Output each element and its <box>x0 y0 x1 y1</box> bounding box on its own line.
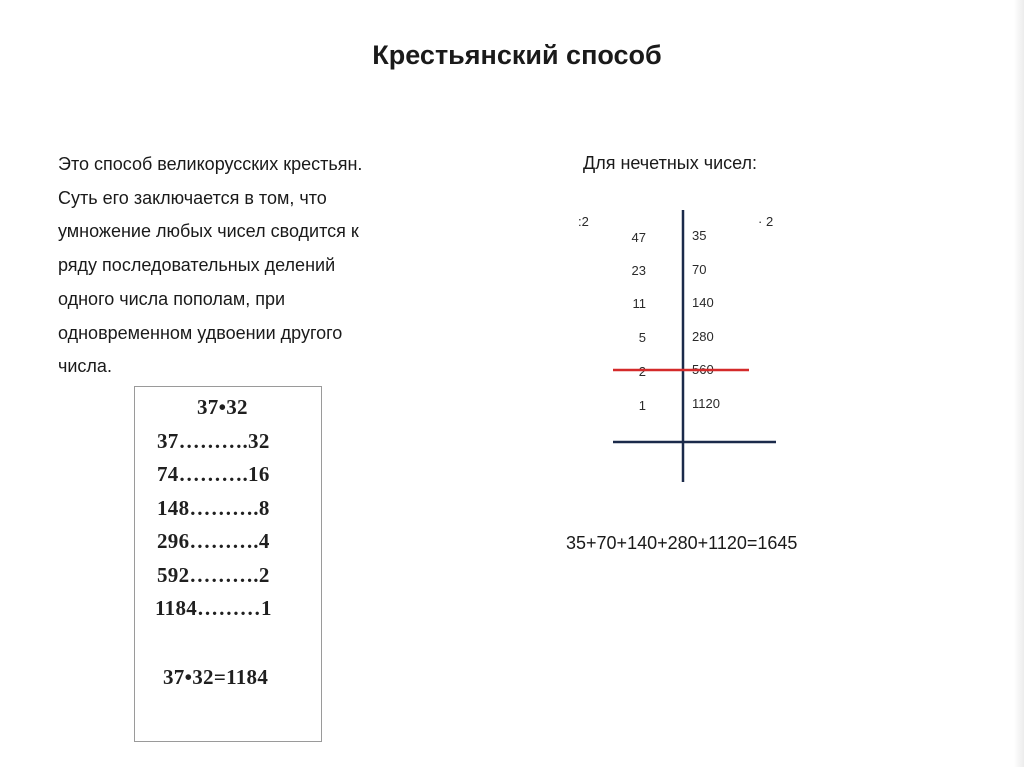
page-title: Крестьянский способ <box>372 40 662 70</box>
paragraph-line: одновременном удвоении другого <box>58 322 343 343</box>
example-result: 37•32=1184 <box>163 665 269 689</box>
paragraph-line: Это способ великорусских крестьян. <box>58 154 363 174</box>
multiplication-example-box <box>134 386 322 742</box>
description-paragraph <box>58 148 478 384</box>
example-row: 592……….2 <box>157 563 270 587</box>
paragraph-line: ряду последовательных делений <box>58 255 336 276</box>
left-column-value: 47 <box>631 230 646 245</box>
left-column-value: 5 <box>638 330 646 345</box>
slide-edge-shadow <box>1014 0 1024 767</box>
odd-numbers-diagram <box>570 200 790 490</box>
paragraph-line: числа. <box>58 356 112 377</box>
example-row: 148……….8 <box>157 496 270 520</box>
paragraph-line: одного числа пополам, при <box>58 288 286 309</box>
paragraph-line: умножение любых чисел сводится к <box>58 221 359 242</box>
example-row: 296……….4 <box>157 529 270 553</box>
right-column-value: 560 <box>692 362 714 377</box>
paragraph-line: Суть его заключается в том, что <box>58 187 327 208</box>
divide-marker: :2 <box>578 214 589 229</box>
right-column-value: 35 <box>692 228 707 243</box>
right-column-value: 140 <box>692 295 714 310</box>
left-column-value: 2 <box>638 364 646 379</box>
sum-equation: 35+70+140+280+1120=1645 <box>566 533 798 553</box>
right-column-value: 280 <box>692 329 714 344</box>
example-row: 74……….16 <box>157 462 270 486</box>
example-header: 37•32 <box>197 395 248 419</box>
example-row: 1184………1 <box>155 596 272 620</box>
right-column-value: 70 <box>692 262 707 277</box>
multiply-marker: · 2 <box>758 214 774 229</box>
right-column-value: 1120 <box>692 396 720 411</box>
example-row: 37……….32 <box>157 429 270 453</box>
odd-numbers-heading: Для нечетных чисел: <box>583 153 758 173</box>
left-column-value: 23 <box>631 263 646 278</box>
left-column-value: 1 <box>638 398 646 413</box>
left-column-value: 11 <box>632 296 646 311</box>
